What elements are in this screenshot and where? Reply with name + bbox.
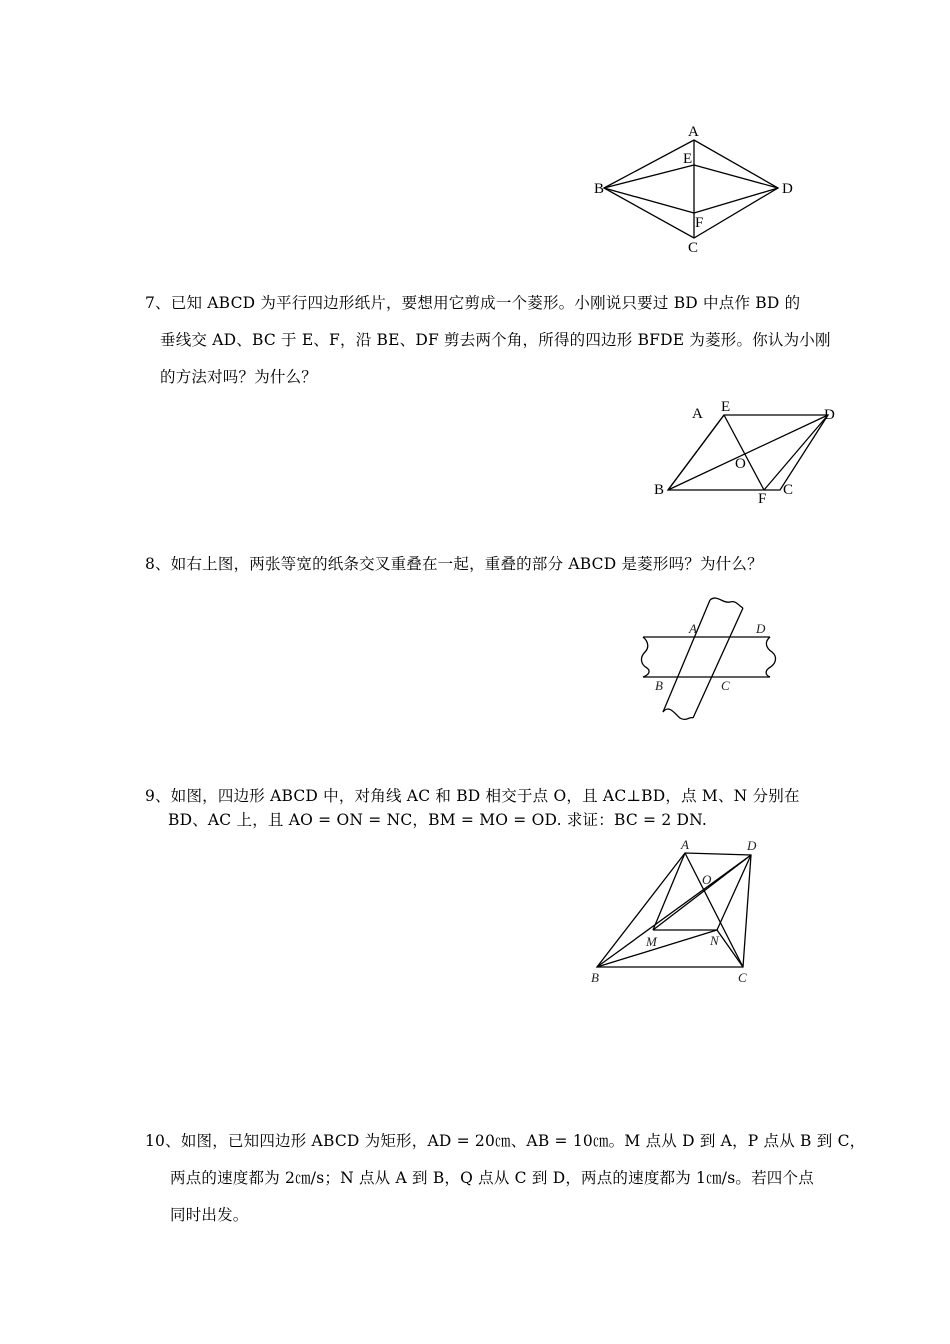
q7-text-1: 已知 ABCD 为平行四边形纸片，要想用它剪成一个菱形。小刚说只要过 BD 中点作 BD 的 <box>170 294 801 312</box>
q8-text-1: 如右上图，两张等宽的纸条交叉重叠在一起，重叠的部分 ABCD 是菱形吗？为什么？ <box>170 555 763 573</box>
q8-line-1 <box>145 552 763 574</box>
paper-strips-figure <box>635 590 785 725</box>
label-a: A <box>681 837 689 852</box>
q10-line-2: 两点的速度都为 2㎝/s；N 点从 A 到 B，Q 点从 C 到 D，两点的速度都为 1㎝/s。若四个点 <box>170 1169 814 1187</box>
label-b: B <box>654 482 665 498</box>
q9-number: 9、 <box>145 787 171 805</box>
q7-line-1 <box>145 291 800 313</box>
q7-line-3: 的方法对吗？为什么？ <box>160 368 318 386</box>
q8-number: 8、 <box>145 555 171 573</box>
label-c: C <box>783 482 794 498</box>
q10-line-1 <box>145 1129 865 1151</box>
label-o: O <box>702 872 712 887</box>
label-b: B <box>655 678 663 693</box>
label-d: D <box>747 838 757 853</box>
parallelogram-figure <box>650 395 845 510</box>
q10-line-3: 同时出发。 <box>170 1206 249 1224</box>
label-n: N <box>710 933 719 948</box>
label-c: C <box>738 970 747 985</box>
label-c: C <box>688 240 699 256</box>
q7-number: 7、 <box>145 294 171 312</box>
label-a: A <box>689 621 697 636</box>
label-b: B <box>591 970 599 985</box>
q10-number: 10、 <box>145 1132 181 1150</box>
label-d: D <box>756 621 766 636</box>
label-m: M <box>646 934 657 949</box>
label-e: E <box>721 399 731 415</box>
label-c: C <box>721 678 730 693</box>
label-d: D <box>824 407 835 423</box>
label-f: F <box>758 491 767 507</box>
q9-line-2: BD、AC 上，且 AO = ON = NC，BM = MO = OD. 求证：BC = 2 DN. <box>168 811 708 829</box>
q10-text-1: 如图，已知四边形 ABCD 为矩形，AD = 20㎝、AB = 10㎝。M 点从 D 到 A，P 点从 B 到 C， <box>180 1132 866 1150</box>
q7-line-2: 垂线交 AD、BC 于 E、F，沿 BE、DF 剪去两个角，所得的四边形 BFDE 为菱形。你认为小刚 <box>160 331 831 349</box>
label-b: B <box>594 181 605 197</box>
q9-line-1 <box>145 784 800 806</box>
quadrilateral-figure <box>585 835 775 990</box>
q9-text-1: 如图，四边形 ABCD 中，对角线 AC 和 BD 相交于点 O，且 AC⊥BD，点 M、N 分别在 <box>170 787 800 805</box>
label-o: O <box>735 456 746 472</box>
rhombus-figure <box>590 120 800 260</box>
label-a: A <box>692 406 703 422</box>
label-f: F <box>695 215 704 231</box>
label-a: A <box>688 124 699 140</box>
label-d: D <box>782 181 793 197</box>
label-e: E <box>683 151 693 167</box>
